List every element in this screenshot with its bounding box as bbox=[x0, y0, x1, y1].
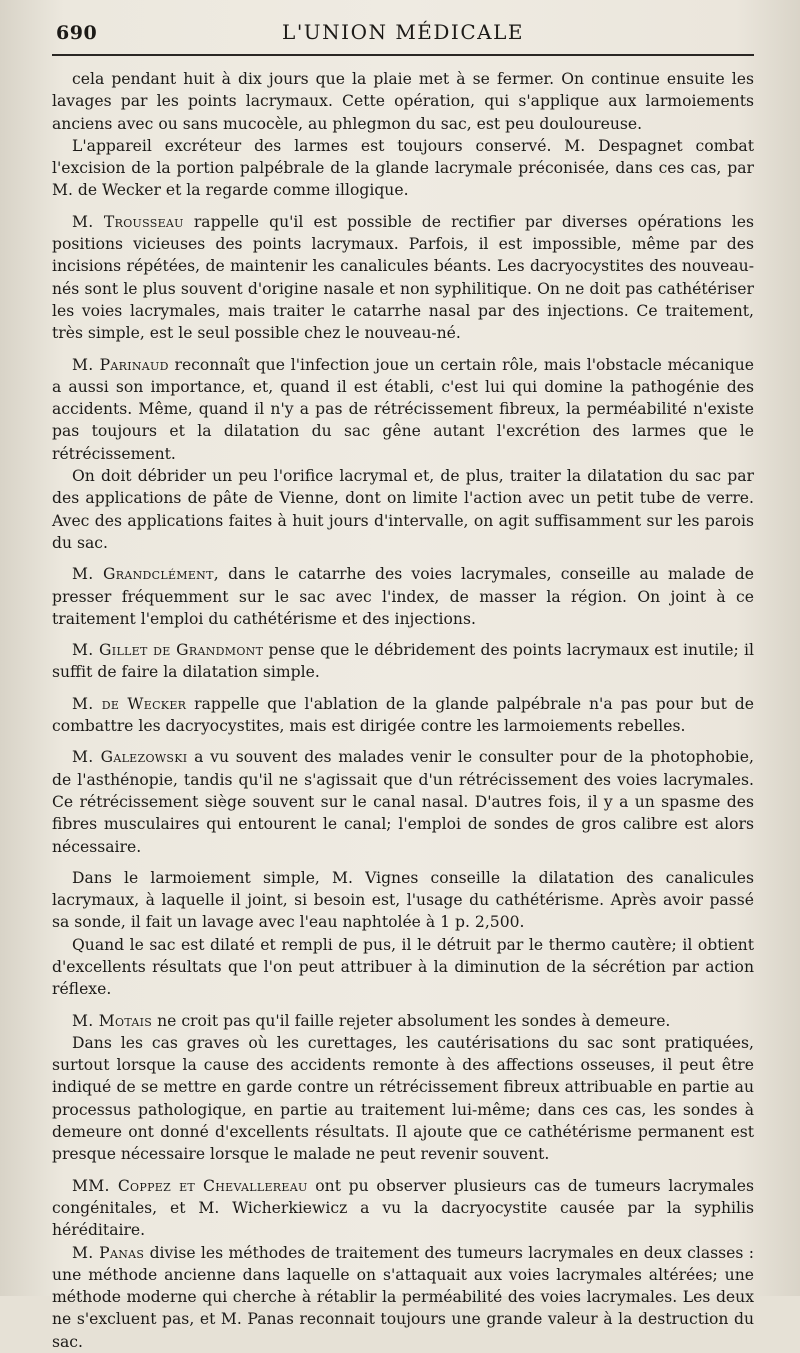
paragraph-text: L'appareil excréteur des larmes est toujours conservé. M. Despagnet combat l'excision de la portion palpébrale de la glande lacrymale préconisée, dans ces cas, par M. de Wecker et la regarde comme illogique. bbox=[52, 136, 754, 200]
speaker-name: M. Grandclément, bbox=[72, 565, 219, 584]
paragraph-text: rappelle que l'ablation de la glande palpébrale n'a pas pour but de combattre les dacryocystites, mais est dirigée contre les larmoiements rebelles. bbox=[52, 694, 754, 736]
paragraph bbox=[52, 1032, 754, 1166]
speaker-name: M. Gillet de Grandmont bbox=[72, 641, 264, 660]
paragraph bbox=[52, 211, 754, 345]
paragraph-text: On doit débrider un peu l'orifice lacrymal et, de plus, traiter la dilatation du sac par des applications de pâte de Vienne, dont on limite l'action avec un petit tube de verre. Avec des applications faites à huit jours d'intervalle, on agit suffisamment sur les parois du sac. bbox=[52, 467, 754, 552]
paragraph-text: Quand le sac est dilaté et rempli de pus, il le détruit par le thermo cautère; il obtient d'excellents résultats que l'on peut attribuer à la diminution de la sécrétion par action réflexe. bbox=[52, 935, 754, 999]
paragraph bbox=[52, 68, 754, 135]
paragraph bbox=[52, 465, 754, 554]
speaker-name: M. Galezowski bbox=[72, 748, 188, 767]
paragraph-text: cela pendant huit à dix jours que la plaie met à se fermer. On continue ensuite les lavages par les points lacrymaux. Cette opération, qui s'applique aux larmoiements anciens avec ou sans mucocèle, au phlegmon du sac, est peu douloureuse. bbox=[52, 70, 754, 133]
paragraph bbox=[52, 693, 754, 738]
paragraph-text: ne croit pas qu'il faille rejeter absolument les sondes à demeure. bbox=[152, 1011, 671, 1030]
speaker-name: M. Trousseau bbox=[72, 212, 184, 231]
paragraph-text: pense que le débridement des points lacrymaux est inutile; il suffit de faire la dilatation simple. bbox=[52, 641, 754, 682]
paragraph bbox=[52, 639, 754, 684]
paragraph-text: reconnaît que l'infection joue un certain rôle, mais l'obstacle mécanique a aussi son importance, et, quand il est établi, c'est lui qui domine la pathogénie des accidents. Même, quand il n'y a pas de rétrécissement fibreux, la perméabilité n'existe pas toujours et la dilatation du sac gêne autant l'excrétion des larmes que le rétrécissement. bbox=[52, 355, 754, 463]
speaker-name: M. Parinaud bbox=[72, 355, 169, 374]
paragraph bbox=[52, 354, 754, 465]
paragraph bbox=[52, 1175, 754, 1242]
paragraph bbox=[52, 867, 754, 934]
paragraph bbox=[52, 135, 754, 202]
paragraph-text: rappelle qu'il est possible de rectifier par diverses opérations les positions vicieuses des points lacrymaux. Parfois, il est impossible, même par des incisions répétées, de maintenir les canalicules béants. Les dacryocystites des nouveau-nés sont le plus souvent d'origine nasale et non syphilitique. On ne doit pas cathétériser les voies lacrymales, mais traiter le catarrhe nasal par des injections. Ce traitement, très simple, est le seul possible chez le nouveau-né. bbox=[52, 212, 754, 343]
speaker-name: M. Panas bbox=[72, 1243, 145, 1262]
paragraph-text: divise les méthodes de traitement des tumeurs lacrymales en deux classes : une méthode ancienne dans laquelle on s'attaquait aux voies lacrymales altérées; une méthode moderne qui cherche à rétablir la perméabilité des voies lacrymales. Les deux ne s'excluent pas, et M. Panas reconnait toujours une grande valeur à la destruction du sac. bbox=[52, 1243, 754, 1351]
journal-title: L'UNION MÉDICALE bbox=[282, 20, 524, 44]
paragraph-text: a vu souvent des malades venir le consulter pour de la photophobie, de l'asthénopie, tandis qu'il ne s'agissait que d'un rétrécissement des voies lacrymales. Ce rétrécissement siège souvent sur le canal nasal. D'autres fois, il y a un spasme des fibres musculaires qui entourent le canal; l'emploi de sondes de gros calibre est alors nécessaire. bbox=[52, 748, 754, 856]
page-header bbox=[52, 14, 754, 48]
header-rule bbox=[52, 54, 754, 56]
paragraph bbox=[52, 1010, 754, 1032]
paragraph bbox=[52, 934, 754, 1001]
speaker-name: M. Motais bbox=[72, 1011, 153, 1030]
paragraph-text: dans le catarrhe des voies lacrymales, conseille au malade de presser fréquemment sur le sac avec l'index, de masser la région. On joint à ce traitement l'emploi du cathétérisme et des injections. bbox=[52, 565, 754, 628]
speaker-name: MM. Coppez et Chevallereau bbox=[72, 1176, 308, 1195]
paragraph bbox=[52, 746, 754, 857]
speaker-name: M. de Wecker bbox=[72, 694, 187, 713]
paragraph-text: Dans les cas graves où les curettages, les cautérisations du sac sont pratiquées, surtout lorsque la cause des accidents remonte à des affections osseuses, il peut être indiqué de se mettre en garde contre un rétrécissement fibreux attribuable en partie au processus pathologique, en partie au traitement lui-même; dans ces cas, les sondes à demeure ont donné d'excellents résultats. Il ajoute que ce cathétérisme permanent est presque nécessaire lorsque le malade ne peut revenir souvent. bbox=[52, 1033, 754, 1164]
paragraph-text: Dans le larmoiement simple, M. Vignes conseille la dilatation des canalicules lacrymaux, à laquelle il joint, si besoin est, l'usage du cathétérisme. Après avoir passé sa sonde, il fait un lavage avec l'eau naphtolée à 1 p. 2,500. bbox=[52, 868, 754, 932]
paragraph bbox=[52, 563, 754, 630]
paragraph-text: ont pu observer plusieurs cas de tumeurs lacrymales congénitales, et M. Wicherkiewicz a vu la dacryocystite causée par la syphilis héréditaire. bbox=[52, 1176, 754, 1240]
page-number: 690 bbox=[56, 22, 98, 44]
paragraph bbox=[52, 1242, 754, 1353]
body-text bbox=[52, 68, 754, 1353]
